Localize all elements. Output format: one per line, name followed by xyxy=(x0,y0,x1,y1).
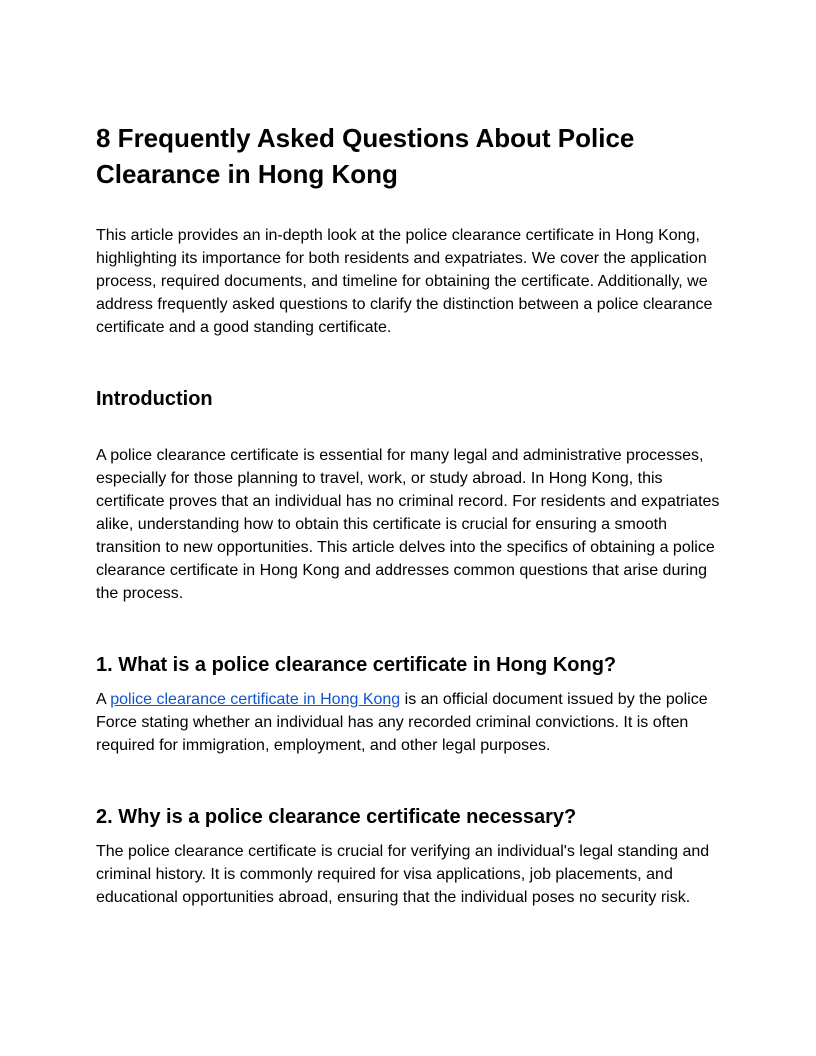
question-1-text-prefix: A xyxy=(96,691,111,708)
page-title: 8 Frequently Asked Questions About Police Clearance in Hong Kong xyxy=(96,123,635,189)
introduction-paragraph: A police clearance certificate is essential for many legal and administrative processes, especially for those planning to travel, work, or study abroad. In Hong Kong, this certificate proves that an individual has no criminal record. For residents and expatriates alike, understanding how to obtain this certificate is crucial for ensuring a smooth transition to new opportunities. This article delves into the specifics of obtaining a police clearance certificate in Hong Kong and addresses common questions that arise during the process. xyxy=(96,447,720,602)
introduction-heading: Introduction xyxy=(96,388,213,410)
question-1-paragraph xyxy=(96,688,724,757)
question-1-text-suffix: is an official document issued by the police Force stating whether an individual has any recorded criminal convictions. It is often required for immigration, employment, and other legal purposes. xyxy=(96,691,708,754)
summary-paragraph: This article provides an in-depth look at the police clearance certificate in Hong Kong, highlighting its importance for both residents and expatriates. We cover the application process, required documents, and timeline for obtaining the certificate. Additionally, we address frequently asked questions to clarify the distinction between a police clearance certificate and a good standing certificate. xyxy=(96,227,713,336)
police-clearance-link[interactable]: police clearance certificate in Hong Kong xyxy=(110,691,401,708)
question-2-heading: 2. Why is a police clearance certificate necessary? xyxy=(96,806,577,828)
question-2-paragraph: The police clearance certificate is crucial for verifying an individual's legal standing and criminal history. It is commonly required for visa applications, job placements, and educational opportunities abroad, ensuring that the individual poses no security risk. xyxy=(96,843,710,906)
question-1-heading: 1. What is a police clearance certificate in Hong Kong? xyxy=(96,654,617,676)
